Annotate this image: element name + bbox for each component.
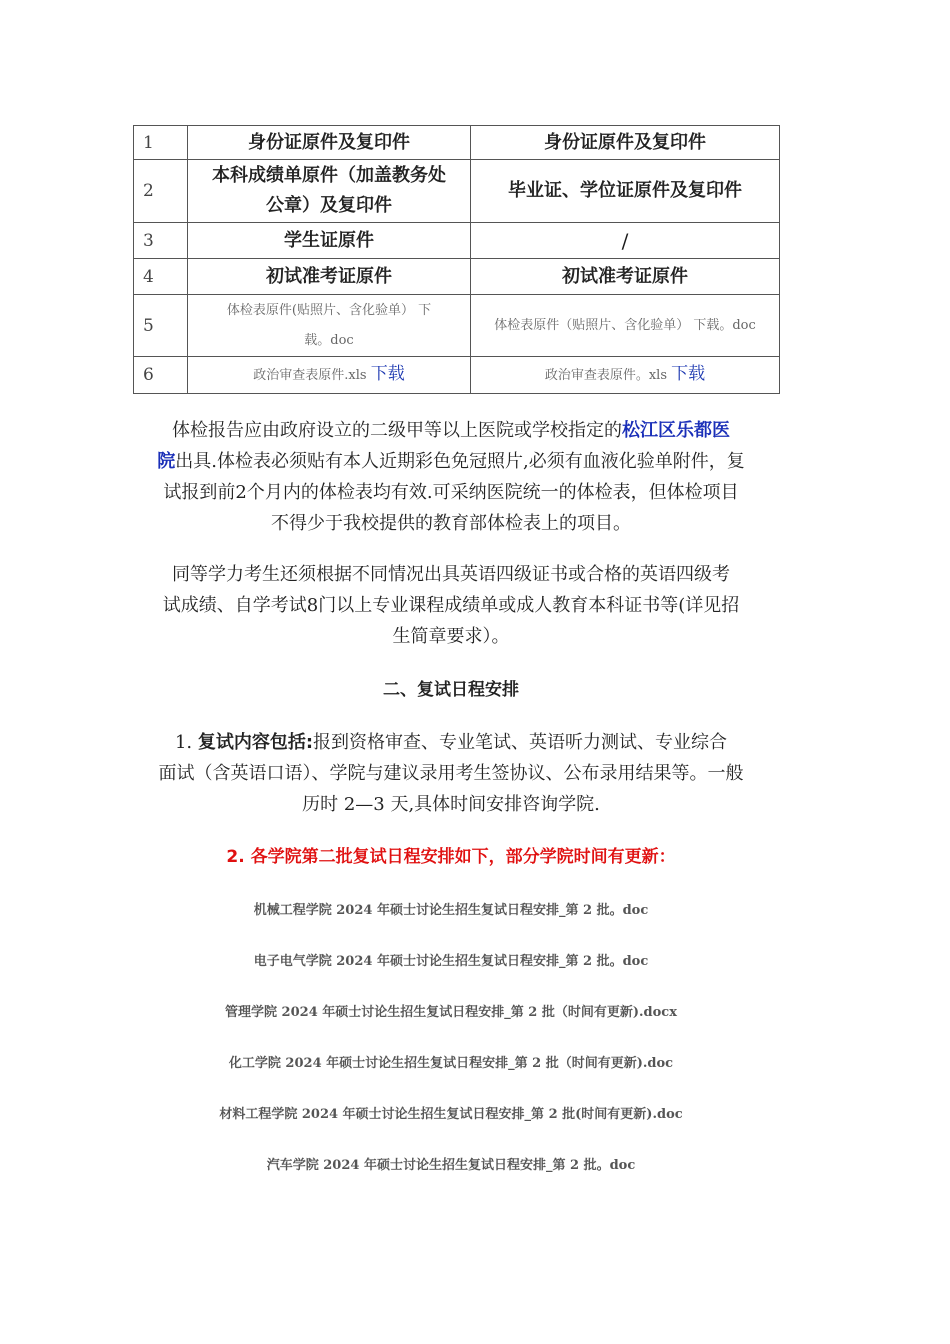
cell-text: 政治审查表原件.xls bbox=[253, 368, 371, 383]
medical-report-paragraph: 体检报告应由政府设立的二级甲等以上医院或学校指定的松江区乐都医 院出具.体检表必须贴有本人近期彩色免冠照片,必须有血液化验单附件，复 试报到前2个月内的体检表均有效.可采纳医院统一的体检表，但体检项目 不得少于我校提供的教育部体检表上的项目。 bbox=[157, 420, 745, 534]
cell-line: 载。doc bbox=[304, 332, 354, 348]
cell-right: / bbox=[471, 223, 780, 259]
schedule-file-link[interactable]: 电子电气学院 2024 年硕士讨论生招生复试日程安排_第 2 批。doc bbox=[253, 954, 649, 969]
reexam-content-paragraph: 1. 复试内容包括:报到资格审查、专业笔试、英语听力测试、专业综合 面试（含英语口语）、学院与建议录用考生签协议、公布录用结果等。一般 历时 2—3 天,具体时间安排咨询学院. bbox=[158, 732, 744, 815]
hospital-link[interactable]: 院 bbox=[157, 451, 176, 472]
cell-line: 本科成绩单原件（加盖教务处 bbox=[212, 165, 446, 186]
schedule-file-link[interactable]: 材料工程学院 2024 年硕士讨论生招生复试日程安排_第 2 批(时间有更新).doc bbox=[219, 1107, 683, 1122]
cell-right: 初试准考证原件 bbox=[471, 259, 780, 295]
row-number: 6 bbox=[134, 357, 188, 394]
equivalent-education-paragraph: 同等学力考生还须根据不同情况出具英语四级证书或合格的英语四级考 试成绩、自学考试8门以上专业课程成绩单或成人教育本科证书等(详见招 生简章要求）。 bbox=[162, 564, 740, 647]
cell-left: 学生证原件 bbox=[188, 223, 471, 259]
download-link[interactable]: 下载 bbox=[370, 364, 405, 384]
document-page bbox=[133, 125, 769, 1173]
cell-left bbox=[188, 357, 471, 394]
schedule-file-link[interactable]: 化工学院 2024 年硕士讨论生招生复试日程安排_第 2 批（时间有更新).doc bbox=[228, 1056, 674, 1071]
cell-right: 身份证原件及复印件 bbox=[471, 126, 780, 160]
table-row bbox=[134, 126, 780, 160]
table-row bbox=[134, 160, 780, 223]
schedule-file-link[interactable]: 汽车学院 2024 年硕士讨论生招生复试日程安排_第 2 批。doc bbox=[266, 1158, 636, 1173]
cell-right: 毕业证、学位证原件及复印件 bbox=[471, 160, 780, 223]
cell-left: 初试准考证原件 bbox=[188, 259, 471, 295]
cell-left bbox=[188, 160, 471, 223]
table-row bbox=[134, 259, 780, 295]
row-number: 5 bbox=[134, 295, 188, 357]
row-number: 1 bbox=[134, 126, 188, 160]
schedule-heading: 2. 各学院第二批复试日程安排如下，部分学院时间有更新： bbox=[226, 847, 676, 867]
cell-line: 公章）及复印件 bbox=[266, 195, 392, 216]
requirements-table bbox=[133, 125, 780, 394]
cell-left: 身份证原件及复印件 bbox=[188, 126, 471, 160]
row-number: 2 bbox=[134, 160, 188, 223]
schedule-file-link[interactable]: 机械工程学院 2024 年硕士讨论生招生复试日程安排_第 2 批。doc bbox=[253, 903, 649, 918]
cell-left bbox=[188, 295, 471, 357]
download-link[interactable]: 下载 bbox=[671, 364, 706, 384]
cell-right bbox=[471, 357, 780, 394]
schedule-file-link[interactable]: 管理学院 2024 年硕士讨论生招生复试日程安排_第 2 批（时间有更新).docx bbox=[225, 1005, 677, 1020]
table-row bbox=[134, 357, 780, 394]
cell-right: 体检表原件（贴照片、含化验单） 下载。doc bbox=[471, 295, 780, 357]
cell-line: 体检表原件(贴照片、含化验单） 下 bbox=[226, 302, 432, 318]
row-number: 4 bbox=[134, 259, 188, 295]
section-title: 二、复试日程安排 bbox=[383, 680, 519, 700]
table-row bbox=[134, 223, 780, 259]
hospital-link[interactable]: 松江区乐都医 bbox=[622, 420, 730, 441]
cell-text: 政治审查表原件。xls bbox=[544, 368, 672, 383]
row-number: 3 bbox=[134, 223, 188, 259]
table-row bbox=[134, 295, 780, 357]
